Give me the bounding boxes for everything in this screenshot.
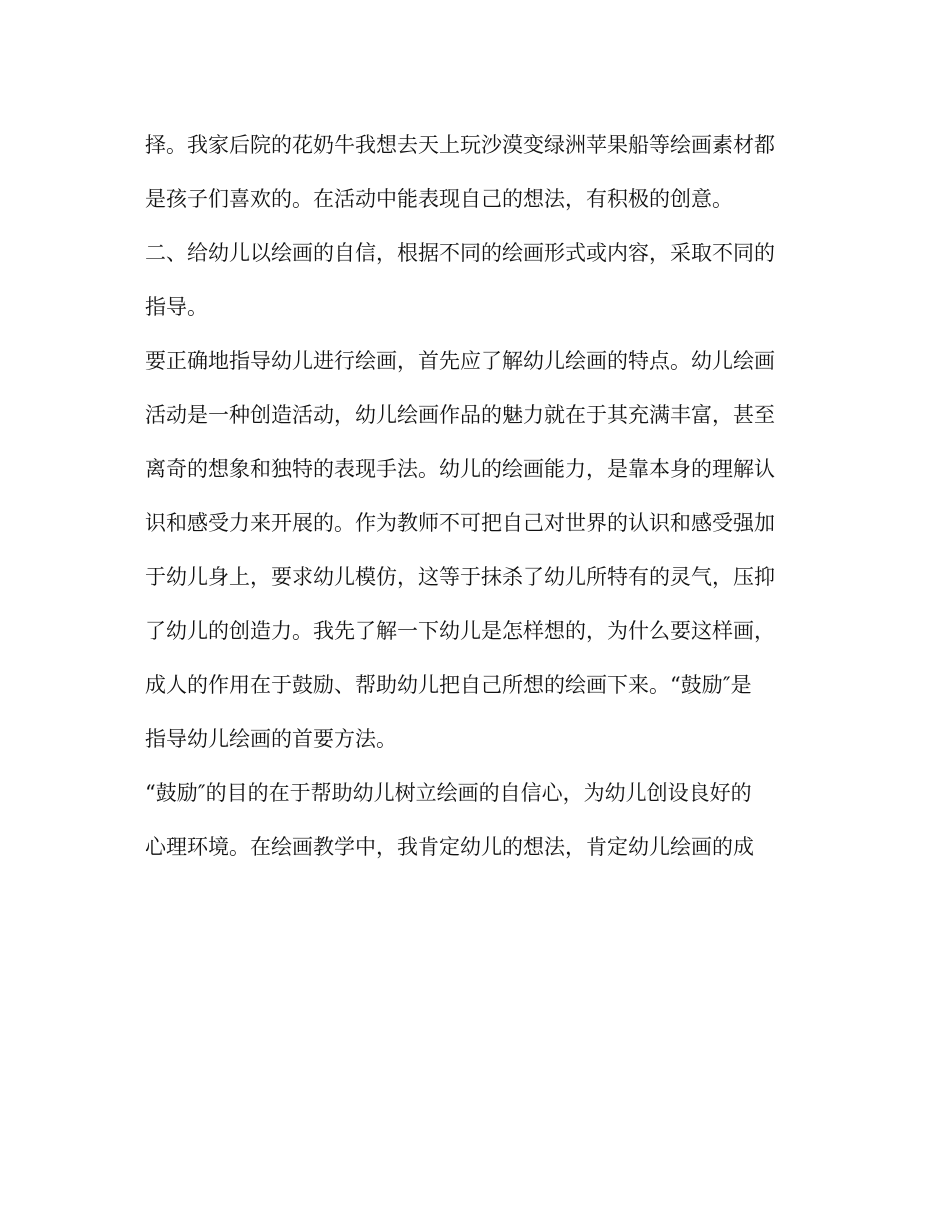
text-line: 成人的作用在于鼓励、帮助幼儿把自己所想的绘画下来。“鼓励″是 [145, 673, 752, 697]
paragraph-4 [145, 766, 815, 874]
text-line: 于幼儿身上，要求幼儿模仿，这等于抹杀了幼儿所特有的灵气，压抑 [145, 565, 775, 589]
text-line: 择。我家后院的花奶牛我想去天上玩沙漠变绿洲苹果船等绘画素材都 [145, 133, 775, 157]
text-line: 心理环境。在绘画教学中，我肯定幼儿的想法，肯定幼儿绘画的成 [145, 835, 754, 859]
text-line: 指导。 [145, 295, 208, 319]
paragraph-3 [145, 334, 815, 766]
paragraph-2-heading [145, 226, 815, 334]
text-line: 了幼儿的创造力。我先了解一下幼儿是怎样想的，为什么要这样画， [145, 619, 775, 643]
text-line: 要正确地指导幼儿进行绘画，首先应了解幼儿绘画的特点。幼儿绘画 [145, 349, 775, 373]
text-line: 指导幼儿绘画的首要方法。 [145, 727, 397, 751]
body-text [145, 118, 815, 874]
text-line: “鼓励″的目的在于帮助幼儿树立绘画的自信心，为幼儿创设良好的 [145, 781, 752, 805]
text-line: 识和感受力来开展的。作为教师不可把自己对世界的认识和感受强加 [145, 511, 775, 535]
text-line: 活动是一种创造活动，幼儿绘画作品的魅力就在于其充满丰富，甚至 [145, 403, 775, 427]
text-line: 离奇的想象和独特的表现手法。幼儿的绘画能力，是靠本身的理解认 [145, 457, 775, 481]
text-line: 是孩子们喜欢的。在活动中能表现自己的想法，有积极的创意。 [145, 187, 733, 211]
text-line: 二、给幼儿以绘画的自信，根据不同的绘画形式或内容，采取不同的 [145, 241, 775, 265]
paragraph-1 [145, 118, 815, 226]
